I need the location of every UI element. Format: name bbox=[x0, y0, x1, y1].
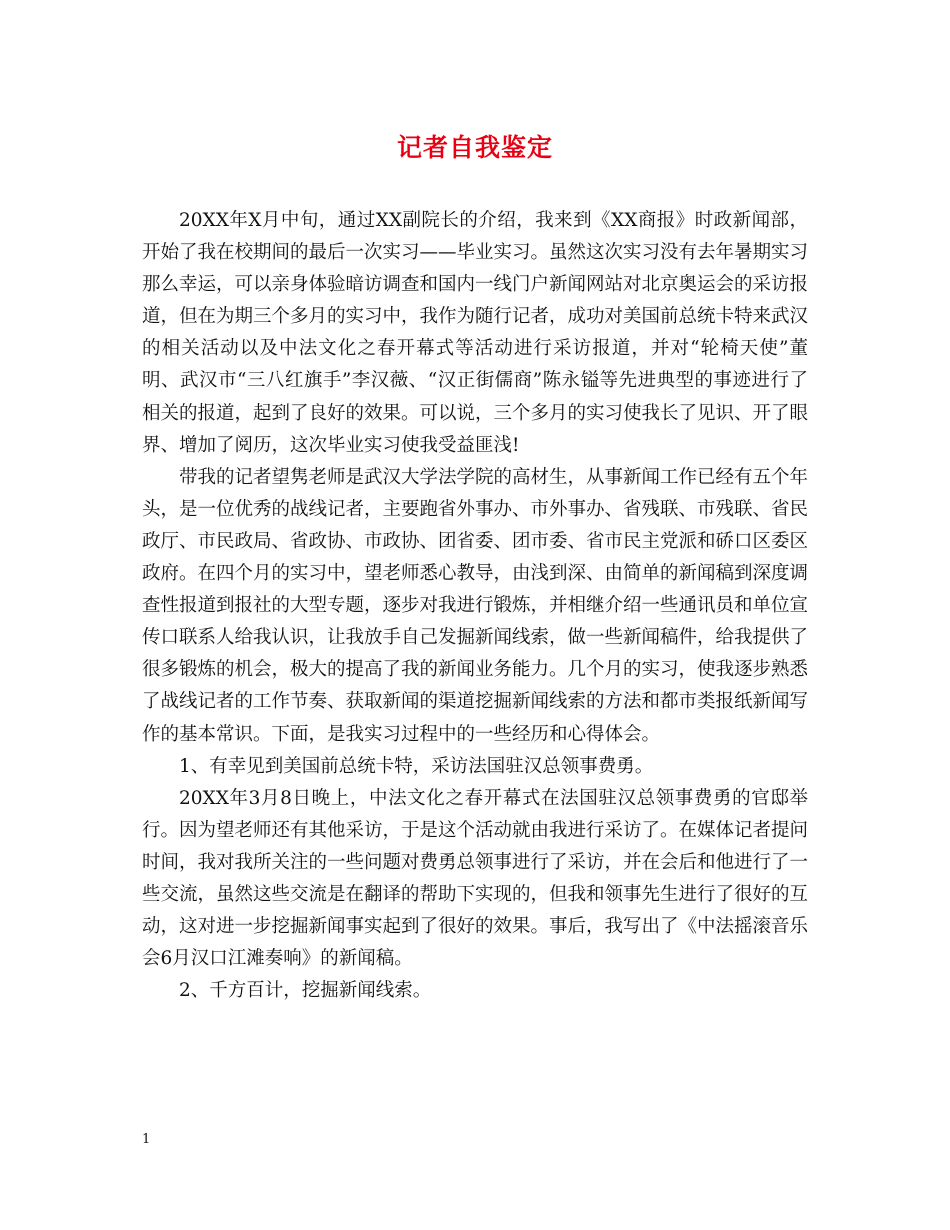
paragraph-interview: 20XX年3月8日晚上，中法文化之春开幕式在法国驻汉总领事费勇的官邸举行。因为望老师还有其他采访，于是这个活动就由我进行采访了。在媒体记者提问时间，我对我所关注的一些问题对费勇总领事进行了采访，并在会后和他进行了一些交流，虽然这些交流是在翻译的帮助下实现的，但我和领事先生进行了很好的互动，这对进一步挖掘新闻事实起到了很好的效果。事后，我写出了《中法摇滚音乐会6月汉口江滩奏响》的新闻稿。 bbox=[142, 787, 809, 970]
document-body bbox=[142, 205, 808, 1007]
document-title: 记者自我鉴定 bbox=[396, 133, 553, 162]
paragraph-heading-1: 1、有幸见到美国前总统卡特，采访法国驻汉总领事费勇。 bbox=[179, 755, 654, 777]
paragraph-mentor: 带我的记者望隽老师是武汉大学法学院的高材生，从事新闻工作已经有五个年头，是一位优秀的战线记者，主要跑省外事办、市外事办、省残联、市残联、省民政厅、市民政局、省政协、市政协、团省委、团市委、省市民主党派和硚口区委区政府。在四个月的实习中，望老师悉心教导，由浅到深、由简单的新闻稿到深度调查性报道到报社的大型专题，逐步对我进行锻炼，并相继介绍一些通讯员和单位宣传口联系人给我认识，让我放手自己发掘新闻线索，做一些新闻稿件，给我提供了很多锻炼的机会，极大的提高了我的新闻业务能力。几个月的实习，使我逐步熟悉了战线记者的工作节奏、获取新闻的渠道挖掘新闻线索的方法和都市类报纸新闻写作的基本常识。下面，是我实习过程中的一些经历和心得体会。 bbox=[142, 466, 809, 745]
paragraph-heading-2: 2、千方百计，挖掘新闻线索。 bbox=[179, 980, 432, 1002]
paragraph-intro: 20XX年X月中旬，通过XX副院长的介绍，我来到《XX商报》时政新闻部，开始了我在校期间的最后一次实习——毕业实习。虽然这次实习没有去年暑期实习那么幸运，可以亲身体验暗访调查和国内一线门户新闻网站对北京奥运会的采访报道，但在为期三个多月的实习中，我作为随行记者，成功对美国前总统卡特来武汉的相关活动以及中法文化之春开幕式等活动进行采访报道，并对“轮椅天使”董明、武汉市“三八红旗手”李汉薇、“汉正街儒商”陈永镒等先进典型的事迹进行了相关的报道，起到了良好的效果。可以说，三个多月的实习使我长了见识、开了眼界、增加了阅历，这次毕业实习使我受益匪浅! bbox=[142, 210, 809, 456]
page-number: 1 bbox=[142, 1132, 151, 1147]
